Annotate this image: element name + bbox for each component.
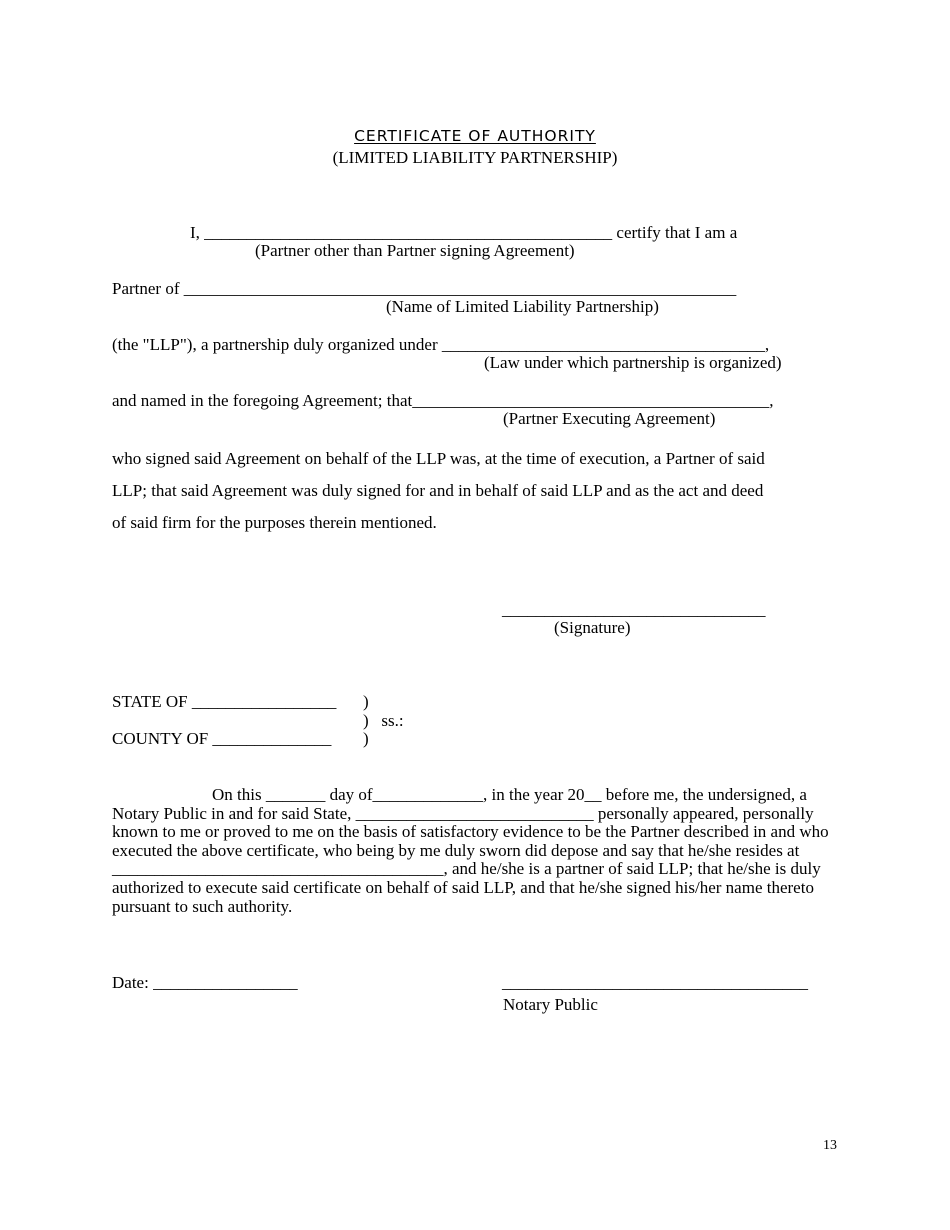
- certify-line-3: [112, 336, 769, 353]
- certify-line-2-start: Partner of: [112, 279, 184, 298]
- certify-line-1-start: I,: [190, 223, 205, 242]
- certify-line-4-end: ,: [769, 391, 774, 410]
- notary-text: On this _______ day of_____________, in the year 20__ before me, the undersigned, a Notary Public in and for said State, ____________________________ personally appeared, personally known to me or proved to me on the basis of satisfactory evidence to be the Partner described in and who executed the above certificate, who being by me duly sworn did depose and say that he/she resides at _______________________________________, and he/she is a partner of said LLP; that he/she is duly authorized to execute said certificate on behalf of said LLP, and that he/she signed his/her name thereto pursuant to such authority.: [112, 785, 829, 916]
- governing-law-blank[interactable]: ______________________________________: [441, 335, 765, 354]
- certify-paragraph-line-3: of said firm for the purposes therein mentioned.: [112, 513, 437, 532]
- partner-name-blank[interactable]: ________________________________________________: [204, 223, 613, 242]
- partner-name-caption: (Partner other than Partner signing Agreement): [255, 241, 575, 260]
- venue-ss-label: ) ss.:: [363, 711, 404, 730]
- governing-law-caption: (Law under which partnership is organized): [484, 353, 782, 372]
- date-field[interactable]: Date: _________________: [112, 973, 298, 992]
- llp-name-blank[interactable]: _________________________________________________________________: [183, 279, 737, 298]
- signature-caption: (Signature): [554, 618, 631, 637]
- page-number: 13: [823, 1138, 837, 1153]
- document-title: CERTIFICATE OF AUTHORITY: [354, 127, 596, 145]
- certify-paragraph-line-1: who signed said Agreement on behalf of the LLP was, at the time of execution, a Partner of said: [112, 449, 765, 468]
- executing-partner-blank[interactable]: __________________________________________: [412, 391, 770, 410]
- venue-paren-1: ): [363, 692, 369, 711]
- certify-line-1: [190, 224, 737, 241]
- certify-line-3-start: (the "LLP"), a partnership duly organized under: [112, 335, 442, 354]
- document-subtitle: (LIMITED LIABILITY PARTNERSHIP): [332, 148, 618, 167]
- certify-line-4-start: and named in the foregoing Agreement; that: [112, 391, 413, 410]
- notary-acknowledgment: [112, 786, 842, 916]
- notary-public-label: Notary Public: [503, 995, 598, 1014]
- certify-paragraph-line-2: LLP; that said Agreement was duly signed for and in behalf of said LLP and as the act and deed: [112, 481, 764, 500]
- certify-line-3-end: ,: [764, 335, 770, 354]
- county-of-field[interactable]: COUNTY OF ______________: [112, 729, 332, 748]
- executing-partner-caption: (Partner Executing Agreement): [503, 409, 716, 428]
- signature-line[interactable]: _______________________________: [502, 600, 766, 619]
- certify-line-2: [112, 280, 736, 297]
- llp-name-caption: (Name of Limited Liability Partnership): [386, 297, 659, 316]
- certify-line-1-end: certify that I am a: [612, 223, 738, 242]
- venue-paren-3: ): [363, 729, 369, 748]
- state-of-field[interactable]: STATE OF _________________: [112, 692, 337, 711]
- certify-line-4: [112, 392, 774, 409]
- notary-signature-line[interactable]: ____________________________________: [502, 973, 808, 992]
